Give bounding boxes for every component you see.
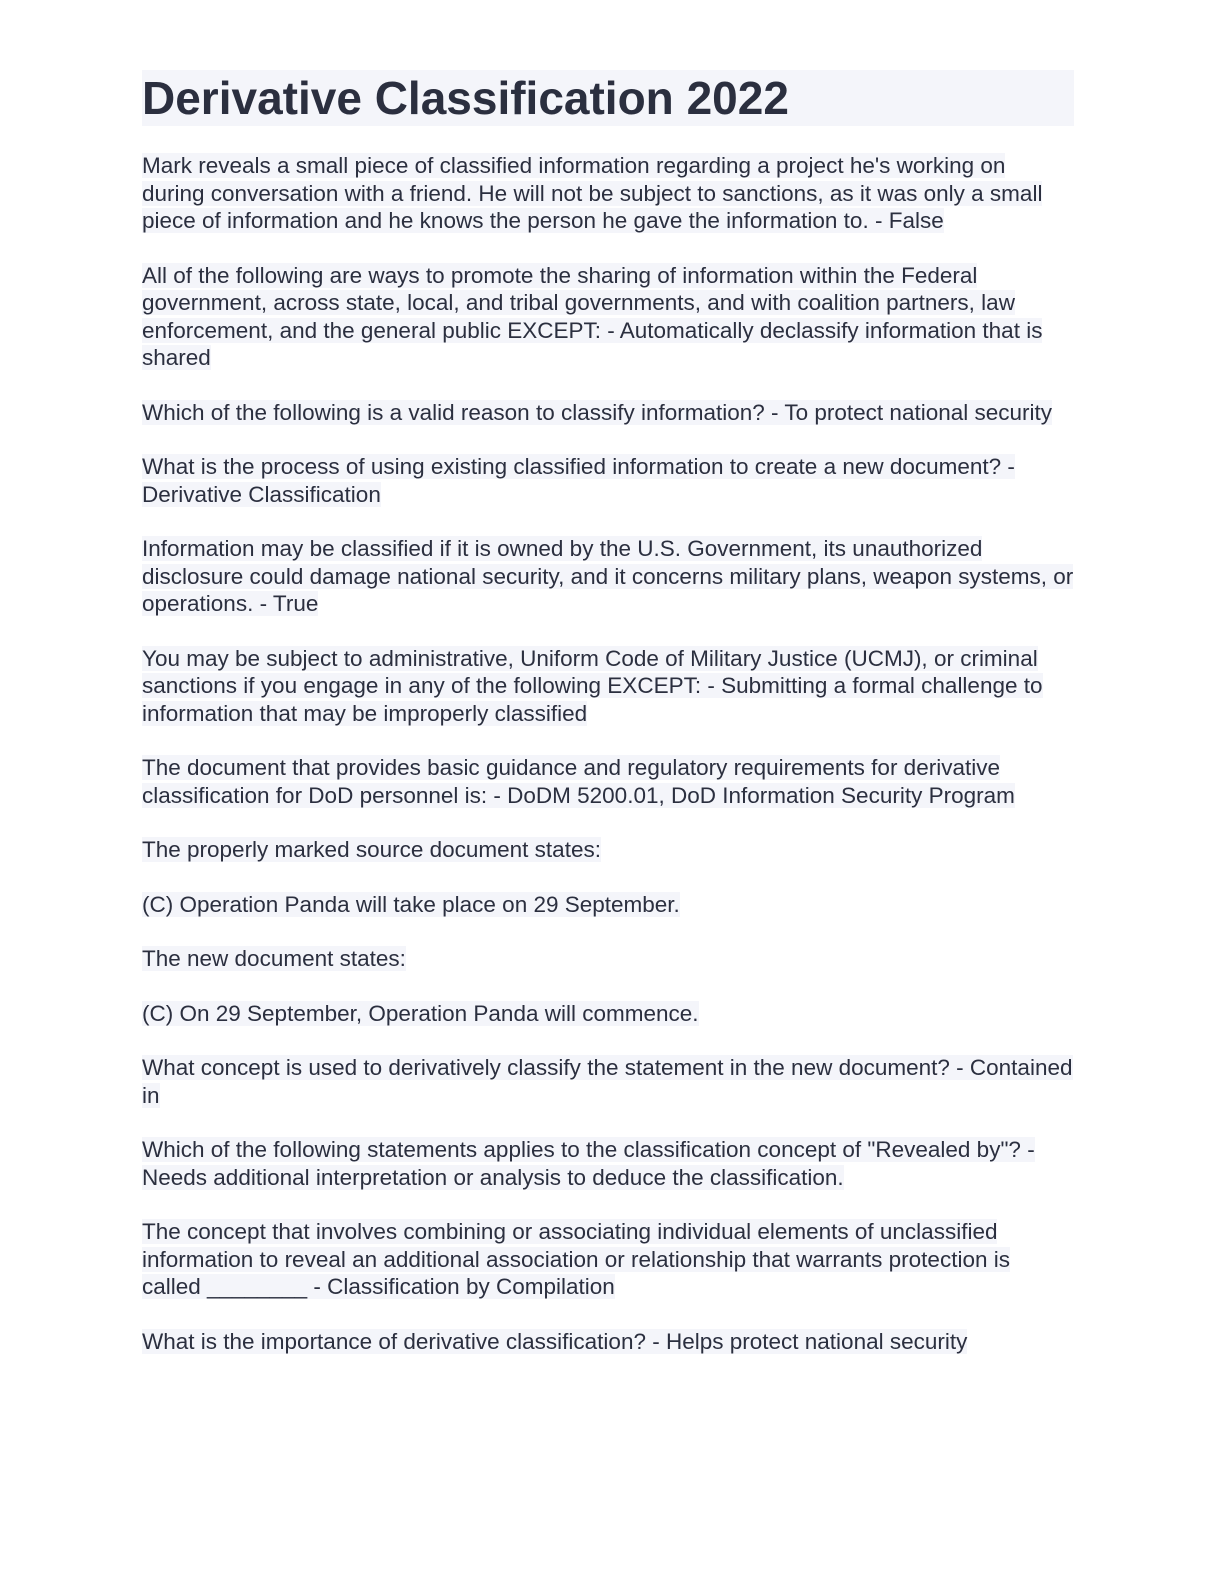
paragraph-text: What concept is used to derivatively classify the statement in the new document? - Contained in — [142, 1055, 1073, 1108]
paragraph-10 — [142, 945, 1074, 973]
paragraph-text: Information may be classified if it is owned by the U.S. Government, its unauthorized disclosure could damage national security, and it concerns military plans, weapon systems, or operations. - True — [142, 536, 1074, 616]
paragraph-4 — [142, 453, 1074, 508]
paragraph-13 — [142, 1136, 1074, 1191]
paragraph-text: Mark reveals a small piece of classified information regarding a project he's working on during conversation with a friend. He will not be subject to sanctions, as it was only a small piece of information and he knows the person he gave the information to. - False — [142, 153, 1043, 233]
paragraph-text: Which of the following is a valid reason to classify information? - To protect national security — [142, 399, 1053, 425]
paragraph-text: The new document states: — [142, 946, 406, 971]
paragraph-7 — [142, 754, 1074, 809]
document-page — [142, 70, 1074, 1382]
paragraph-2 — [142, 262, 1074, 372]
title-banner — [142, 70, 1074, 126]
paragraph-text: All of the following are ways to promote the sharing of information within the Federal government, across state, local, and tribal governments, and with coalition partners, law enforcement, and the general public EXCEPT: - Automatically declassify information that is shared — [142, 262, 1043, 370]
paragraph-5 — [142, 535, 1074, 618]
paragraph-11 — [142, 1000, 1074, 1028]
paragraph-text: The properly marked source document states: — [142, 837, 601, 862]
paragraph-12 — [142, 1054, 1074, 1109]
paragraph-text: What is the importance of derivative classification? - Helps protect national security — [142, 1328, 968, 1354]
paragraph-3 — [142, 399, 1074, 427]
page-title: Derivative Classification 2022 — [142, 72, 789, 124]
paragraph-text: The concept that involves combining or associating individual elements of unclassified information to reveal an additional association or relationship that warrants protection is called ________ - Classification by Compilation — [142, 1219, 1010, 1299]
paragraph-15 — [142, 1328, 1074, 1356]
paragraph-text: The document that provides basic guidance and regulatory requirements for derivative classification for DoD personnel is: - DoDM 5200.01, DoD Information Security Program — [142, 755, 1015, 808]
paragraph-text: (C) On 29 September, Operation Panda will commence. — [142, 1000, 699, 1026]
paragraph-text: (C) Operation Panda will take place on 29 September. — [142, 891, 680, 917]
paragraph-1 — [142, 152, 1074, 235]
paragraph-9 — [142, 891, 1074, 919]
paragraph-8 — [142, 836, 1074, 864]
paragraph-text: You may be subject to administrative, Uniform Code of Military Justice (UCMJ), or criminal sanctions if you engage in any of the following EXCEPT: - Submitting a formal challenge to information that may be improperly classified — [142, 645, 1043, 726]
paragraph-text: Which of the following statements applies to the classification concept of "Revealed by"? - Needs additional interpretation or analysis to deduce the classification. — [142, 1137, 1035, 1190]
paragraph-text: What is the process of using existing classified information to create a new document? - Derivative Classification — [142, 454, 1015, 507]
paragraph-14 — [142, 1218, 1074, 1301]
paragraph-6 — [142, 645, 1074, 728]
